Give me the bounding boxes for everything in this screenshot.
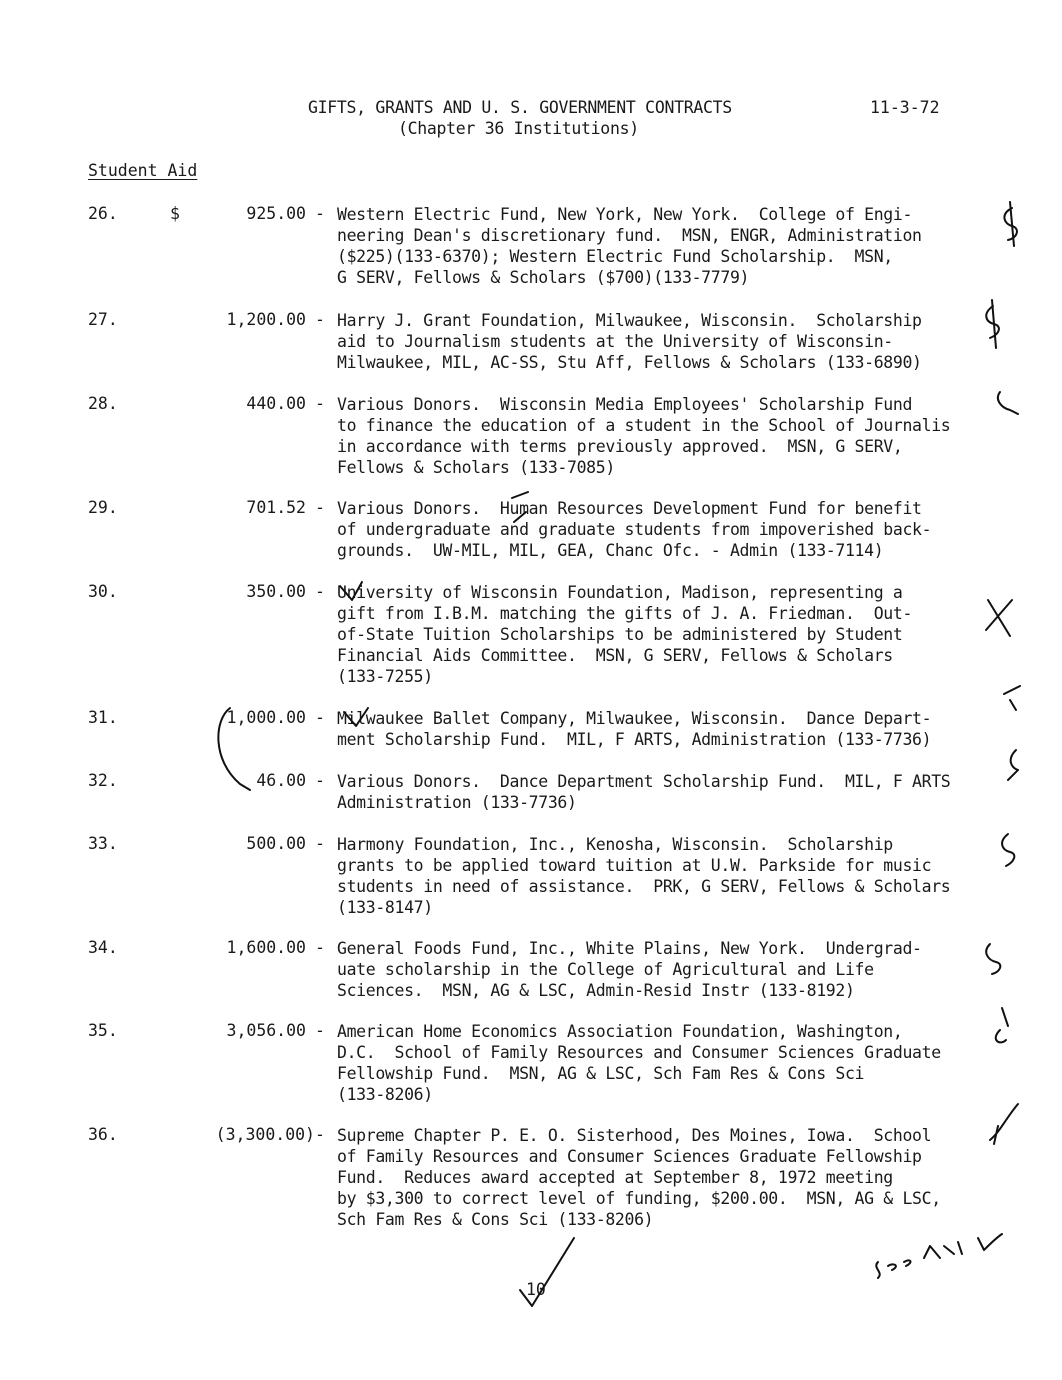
- desc-line: Fellows & Scholars (133-7085): [337, 458, 615, 477]
- desc-line: aid to Journalism students at the University of Wisconsin-: [337, 332, 893, 351]
- section-title: Student Aid: [88, 161, 198, 180]
- document-date: 11-3-72: [870, 98, 940, 117]
- desc-line: University of Wisconsin Foundation, Madison, representing a: [337, 583, 903, 602]
- entry-number: 35.: [88, 1021, 118, 1040]
- entry-number: 28.: [88, 394, 118, 413]
- entry-dash: -: [315, 498, 325, 517]
- entry-amount: 350.00: [246, 582, 306, 601]
- entry-amount: 1,000.00: [226, 708, 306, 727]
- entry-number: 30.: [88, 582, 118, 601]
- desc-line: American Home Economics Association Foundation, Washington,: [337, 1022, 903, 1041]
- desc-line: neering Dean's discretionary fund. MSN, ENGR, Administration: [337, 226, 922, 245]
- entry-dash: -: [315, 708, 325, 727]
- entry-number: 33.: [88, 834, 118, 853]
- desc-line: ($225)(133-6370); Western Electric Fund Scholarship. MSN,: [337, 247, 893, 266]
- desc-line: Western Electric Fund, New York, New York. College of Engi-: [337, 205, 913, 224]
- entry-amount: 500.00: [246, 834, 306, 853]
- desc-line: of Family Resources and Consumer Sciences Graduate Fellowship: [337, 1147, 922, 1166]
- desc-line: Harry J. Grant Foundation, Milwaukee, Wisconsin. Scholarship: [337, 311, 922, 330]
- entry-dash: -: [315, 1125, 325, 1144]
- dollar-mark-icon: [1004, 686, 1020, 710]
- entry-description: [337, 834, 1017, 918]
- desc-line: students in need of assistance. PRK, G SERV, Fellows & Scholars: [337, 877, 951, 896]
- entry-dash: -: [315, 310, 325, 329]
- entry-description: [337, 771, 1017, 813]
- entry-amount: 3,056.00: [226, 1021, 306, 1040]
- desc-line: (133-8206): [337, 1085, 433, 1104]
- entry-dash: -: [315, 204, 325, 223]
- entry-description: [337, 938, 1017, 1001]
- desc-line: G SERV, Fellows & Scholars ($700)(133-7779): [337, 268, 750, 287]
- entry-dash: -: [315, 938, 325, 957]
- desc-line: Sciences. MSN, AG & LSC, Admin-Resid Instr (133-8192): [337, 981, 855, 1000]
- entry-dash: -: [315, 1021, 325, 1040]
- entry-number: 34.: [88, 938, 118, 957]
- entry-description: [337, 1021, 1017, 1105]
- desc-line: uate scholarship in the College of Agricultural and Life: [337, 960, 874, 979]
- entry-number: 32.: [88, 771, 118, 790]
- entry-number: 31.: [88, 708, 118, 727]
- desc-line: Fellowship Fund. MSN, AG & LSC, Sch Fam Res & Cons Sci: [337, 1064, 865, 1083]
- desc-line: (133-8147): [337, 898, 433, 917]
- desc-line: grants to be applied toward tuition at U.W. Parkside for music: [337, 856, 932, 875]
- desc-line: Various Donors. Dance Department Scholarship Fund. MIL, F ARTS: [337, 772, 951, 791]
- entry-description: [337, 1125, 1017, 1230]
- desc-line: Financial Aids Committee. MSN, G SERV, Fellows & Scholars: [337, 646, 893, 665]
- desc-line: by $3,300 to correct level of funding, $200.00. MSN, AG & LSC,: [337, 1189, 941, 1208]
- page-number: 10: [526, 1280, 546, 1299]
- desc-line: in accordance with terms previously approved. MSN, G SERV,: [337, 437, 903, 456]
- desc-line: Supreme Chapter P. E. O. Sisterhood, Des Moines, Iowa. School: [337, 1126, 932, 1145]
- entry-description: [337, 394, 1017, 478]
- desc-line: Milwaukee, MIL, AC-SS, Stu Aff, Fellows & Scholars (133-6890): [337, 353, 922, 372]
- entry-number: 29.: [88, 498, 118, 517]
- entry-description: [337, 498, 1017, 561]
- desc-line: Various Donors. Human Resources Development Fund for benefit: [337, 499, 922, 518]
- desc-line: Administration (133-7736): [337, 793, 577, 812]
- entry-amount: (3,300.00): [215, 1125, 315, 1144]
- entry-amount: 46.00: [256, 771, 306, 790]
- desc-line: ment Scholarship Fund. MIL, F ARTS, Administration (133-7736): [337, 730, 932, 749]
- desc-line: grounds. UW-MIL, MIL, GEA, Chanc Ofc. - Admin (133-7114): [337, 541, 884, 560]
- desc-line: of undergraduate and graduate students from impoverished back-: [337, 520, 932, 539]
- entry-dash: -: [315, 582, 325, 601]
- entry-description: [337, 582, 1017, 687]
- desc-line: Harmony Foundation, Inc., Kenosha, Wisconsin. Scholarship: [337, 835, 893, 854]
- entry-description: [337, 310, 1017, 373]
- entry-amount: 1,600.00: [226, 938, 306, 957]
- desc-line: of-State Tuition Scholarships to be administered by Student: [337, 625, 903, 644]
- entry-dash: -: [315, 394, 325, 413]
- desc-line: Sch Fam Res & Cons Sci (133-8206): [337, 1210, 654, 1229]
- entry-number: 26.: [88, 204, 118, 223]
- desc-line: Milwaukee Ballet Company, Milwaukee, Wisconsin. Dance Depart-: [337, 709, 932, 728]
- desc-line: General Foods Fund, Inc., White Plains, New York. Undergrad-: [337, 939, 922, 958]
- desc-line: to finance the education of a student in the School of Journalis: [337, 416, 951, 435]
- desc-line: Fund. Reduces award accepted at September 8, 1972 meeting: [337, 1168, 893, 1187]
- document-subtitle: (Chapter 36 Institutions): [398, 119, 639, 138]
- entry-amount: 1,200.00: [226, 310, 306, 329]
- dollar-sign: $: [170, 204, 180, 223]
- entry-amount: 440.00: [246, 394, 306, 413]
- desc-line: (133-7255): [337, 667, 433, 686]
- desc-line: gift from I.B.M. matching the gifts of J. A. Friedman. Out-: [337, 604, 913, 623]
- document-title: GIFTS, GRANTS AND U. S. GOVERNMENT CONTRACTS: [308, 98, 732, 117]
- desc-line: Various Donors. Wisconsin Media Employees' Scholarship Fund: [337, 395, 913, 414]
- entry-dash: -: [315, 834, 325, 853]
- entry-description: [337, 708, 1017, 750]
- entry-number: 27.: [88, 310, 118, 329]
- entry-amount: 925.00: [246, 204, 306, 223]
- entry-amount: 701.52: [246, 498, 306, 517]
- desc-line: D.C. School of Family Resources and Consumer Sciences Graduate: [337, 1043, 941, 1062]
- see-next-page-note: [876, 1234, 1002, 1278]
- entry-dash: -: [315, 771, 325, 790]
- entry-number: 36.: [88, 1125, 118, 1144]
- entry-description: [337, 204, 1017, 288]
